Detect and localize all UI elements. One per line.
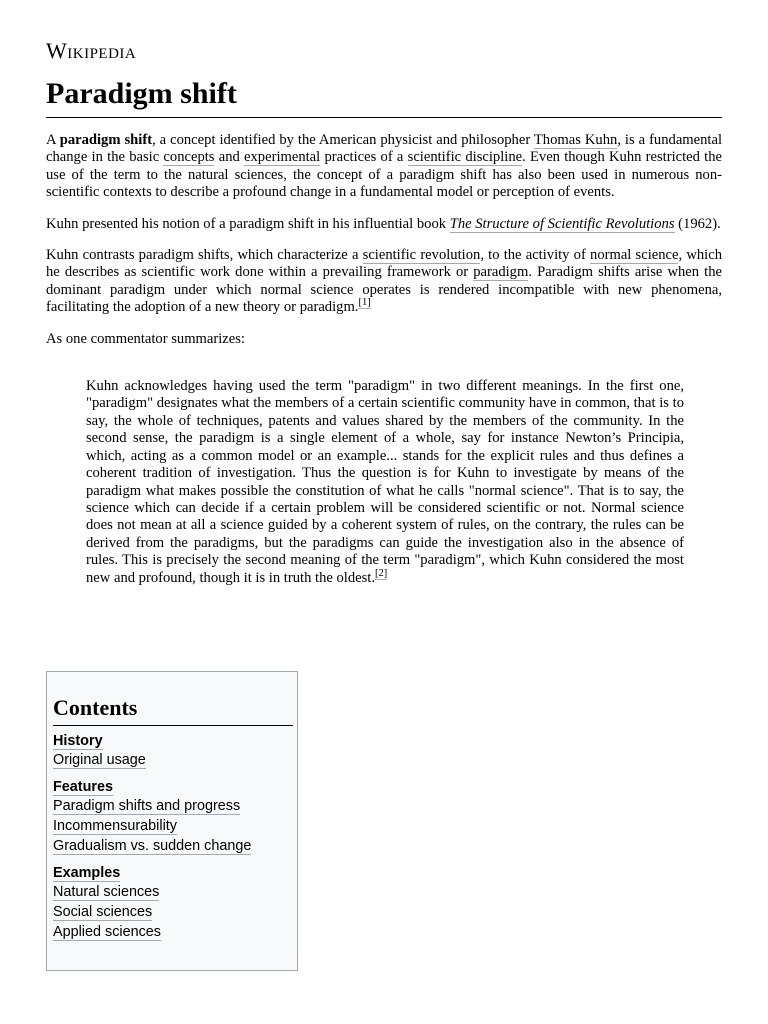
intro-paragraph xyxy=(46,132,722,202)
block-quote xyxy=(86,378,684,587)
text-run: . Even though Kuhn restricted the use of the term to the natural sciences, the concept of a paradigm shift has also been used in numerous non-scientific contexts to describe a profound change in a fundamental model or perception of events. xyxy=(46,149,722,201)
table-of-contents xyxy=(46,671,298,971)
text-run: practices of a xyxy=(320,149,408,166)
toc-sublist xyxy=(53,882,293,942)
toc-section-history xyxy=(53,732,293,770)
toc-link-paradigm-shifts-and-progress[interactable]: Paradigm shifts and progress xyxy=(53,798,241,814)
toc-link-original-usage[interactable]: Original usage xyxy=(53,752,146,768)
toc-sublist xyxy=(53,750,293,770)
text-run: , a concept identified by the American physicist and philosopher xyxy=(152,132,534,148)
toc-list xyxy=(53,732,293,942)
commentator-paragraph: As one commentator summarizes: xyxy=(46,330,245,347)
link-scientific-discipline[interactable]: scientific discipline xyxy=(407,149,523,166)
toc-link-incommensurability[interactable]: Incommensurability xyxy=(53,818,177,834)
toc-section-features xyxy=(53,778,293,856)
text-run: . Paradigm shifts arise when the dominant paradigm under which normal science operates is rendered incompatible with new phenomena, facilitating the adoption of a new theory or paradigm. xyxy=(46,264,722,316)
link-paradigm[interactable]: paradigm xyxy=(473,264,529,281)
toc-item xyxy=(53,882,293,902)
toc-link-features[interactable]: Features xyxy=(53,779,113,795)
text-run: , to the activity of xyxy=(480,247,591,264)
reference-2 xyxy=(375,568,387,580)
text-run: Kuhn presented his notion of a paradigm shift in his influential book xyxy=(46,215,450,232)
toc-item xyxy=(53,836,293,856)
quote-text: Kuhn acknowledges having used the term "paradigm" in two different meanings. In the first one, "paradigm" designates what the members of a certain scientific community have in common, that is to say, the whole of techniques, patents and values shared by the members of the community. In the second sense, the paradigm is a single element of a whole, say for instance Newton’s Principia, which, acting as a common model or an example... stands for the explicit rules and thus defines a coherent tradition of investigation. Thus the question is for Kuhn to investigate by means of the paradigm what makes possible the constitution of what he calls "normal science". That is to say, the science which can decide if a certain problem will be considered scientific or not. Normal science does not mean at all a science guided by a coherent system of rules, on the contrary, the rules can be derived from the paradigms, but the paradigms can guide the investigation also in the absence of rules. This is precisely the second meaning of the term "paradigm", which Kuhn considered the most new and profound, though it is in truth the oldest. xyxy=(86,378,684,586)
toc-link-examples[interactable]: Examples xyxy=(53,865,121,881)
toc-link-natural-sciences[interactable]: Natural sciences xyxy=(53,884,160,900)
toc-section-examples xyxy=(53,864,293,942)
toc-item xyxy=(53,922,293,942)
bold-term: paradigm shift xyxy=(59,132,153,148)
link-thomas-kuhn[interactable]: Thomas Kuhn xyxy=(533,132,618,148)
text-run: (1962). xyxy=(674,215,721,232)
link-normal-science[interactable]: normal science xyxy=(590,247,679,264)
page-title: Paradigm shift xyxy=(46,74,722,118)
toc-item xyxy=(53,796,293,816)
link-concepts[interactable]: concepts xyxy=(163,149,215,166)
reference-link-2[interactable]: [2] xyxy=(375,567,388,579)
book-paragraph xyxy=(46,216,722,233)
article-page xyxy=(46,36,722,587)
contrast-paragraph xyxy=(46,247,722,317)
text-run: , is a fundamental change in the basic xyxy=(46,132,723,166)
link-experimental[interactable]: experimental xyxy=(244,149,321,166)
toc-link-applied-sciences[interactable]: Applied sciences xyxy=(53,924,161,940)
toc-link-gradualism[interactable]: Gradualism vs. sudden change xyxy=(53,838,252,854)
link-structure-of-scientific-revolutions[interactable]: The Structure of Scientific Revolutions xyxy=(449,215,675,232)
toc-link-social-sciences[interactable]: Social sciences xyxy=(53,904,153,920)
text-run: , which he describes as scientific work done within a prevailing framework or xyxy=(46,247,722,281)
toc-item xyxy=(53,750,293,770)
reference-link-1[interactable]: [1] xyxy=(358,297,371,309)
toc-item xyxy=(53,902,293,922)
toc-title: Contents xyxy=(53,695,293,726)
toc-sublist xyxy=(53,796,293,856)
text-run: A xyxy=(46,132,60,148)
toc-item xyxy=(53,816,293,836)
wikipedia-wordmark[interactable]: Wikipedia xyxy=(46,38,137,63)
toc-link-history[interactable]: History xyxy=(53,733,103,749)
text-run: and xyxy=(214,149,245,166)
reference-1 xyxy=(358,297,370,309)
text-run: Kuhn contrasts paradigm shifts, which characterize a xyxy=(46,247,363,264)
link-scientific-revolution[interactable]: scientific revolution xyxy=(362,247,481,264)
